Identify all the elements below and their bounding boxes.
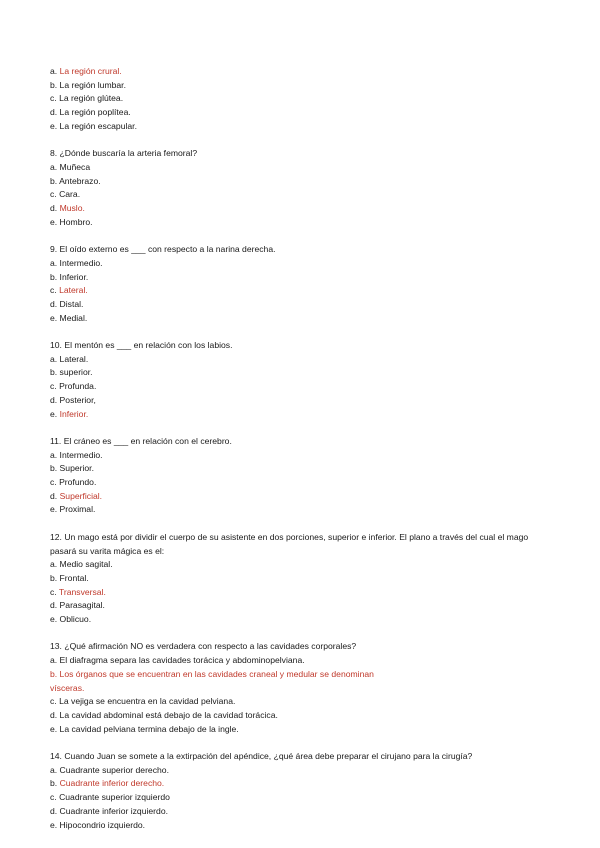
option-14a: a. Cuadrante superior derecho.: [50, 764, 169, 775]
question-14-text: 14. Cuando Juan se somete a la extirpación del apéndice, ¿qué área debe preparar el cirujano para la cirugía?: [50, 751, 473, 762]
option-letter: a.: [50, 66, 60, 76]
option-14b: [50, 777, 555, 791]
correct-answer: Muslo.: [59, 203, 85, 214]
question-10: [50, 339, 555, 421]
question-8-text: 8. ¿Dónde buscaría la arteria femoral?: [50, 148, 198, 159]
question-13: [50, 640, 555, 736]
option-letter: e.: [50, 408, 60, 419]
option-8e: e. Hombro.: [50, 216, 93, 227]
option-letter: d.: [50, 203, 60, 214]
option-7a: [50, 65, 555, 79]
option-11a: a. Intermedio.: [50, 449, 103, 460]
question-12-text: 12. Un mago está por dividir el cuerpo de su asistente en dos porciones, superior e inferior. El plano a través del cual el mago pasará su varita mágica es el:: [50, 531, 529, 556]
option-7c: c. La región glútea.: [50, 93, 124, 104]
option-13c: c. La vejiga se encuentra en la cavidad pelviana.: [50, 696, 236, 707]
option-8d: [50, 202, 555, 216]
correct-answer: Transversal.: [58, 586, 106, 597]
option-10a: a. Lateral.: [50, 353, 89, 364]
question-9-text: 9. El oído externo es ___ con respecto a la narina derecha.: [50, 244, 276, 255]
question-11: [50, 435, 555, 517]
option-7b: b. La región lumbar.: [50, 79, 126, 90]
option-11b: b. Superior.: [50, 463, 94, 474]
option-14c: c. Cuadrante superior izquierdo: [50, 792, 170, 803]
option-12c: [50, 586, 555, 600]
question-9: [50, 243, 555, 325]
option-14e: e. Hipocondrio izquierdo.: [50, 819, 146, 830]
correct-answer: Lateral.: [59, 285, 88, 296]
correct-answer: Inferior.: [59, 408, 89, 419]
option-13b-line2: vísceras.: [50, 682, 85, 693]
option-7e: e. La región escapular.: [50, 120, 137, 131]
correct-answer: La región crural.: [59, 66, 122, 76]
correct-answer: Superficial.: [59, 490, 103, 501]
option-10b: b. superior.: [50, 367, 93, 378]
option-letter: d.: [50, 490, 60, 501]
option-12b: b. Frontal.: [50, 572, 89, 583]
option-9a: a. Intermedio.: [50, 257, 103, 268]
question-10-text: 10. El mentón es ___ en relación con los labios.: [50, 340, 233, 351]
option-8c: c. Cara.: [50, 189, 81, 200]
option-12d: d. Parasagital.: [50, 600, 105, 611]
option-13e: e. La cavidad pelviana termina debajo de la ingle.: [50, 723, 239, 734]
option-9c: [50, 284, 555, 298]
option-9d: d. Distal.: [50, 298, 84, 309]
option-13d: d. La cavidad abdominal está debajo de la cavidad torácica.: [50, 709, 278, 720]
option-8b: b. Antebrazo.: [50, 175, 101, 186]
question-12: [50, 531, 555, 627]
correct-answer: Cuadrante inferior derecho.: [59, 778, 165, 789]
option-11d: [50, 490, 555, 504]
option-letter: b.: [50, 778, 60, 789]
option-11c: c. Profundo.: [50, 477, 97, 488]
option-12e: e. Oblicuo.: [50, 614, 92, 625]
option-12a: a. Medio sagital.: [50, 559, 113, 570]
option-9b: b. Inferior.: [50, 271, 89, 282]
question-8: [50, 147, 555, 229]
option-7d: d. La región poplítea.: [50, 107, 131, 118]
question-7-options: [50, 65, 555, 134]
question-13-text: 13. ¿Qué afirmación NO es verdadera con respecto a las cavidades corporales?: [50, 641, 357, 652]
document-content: [50, 65, 555, 832]
option-letter: c.: [50, 586, 59, 597]
option-14d: d. Cuadrante inferior izquierdo.: [50, 805, 168, 816]
question-11-text: 11. El cráneo es ___ en relación con el cerebro.: [50, 435, 232, 446]
option-13b-line1: b. Los órganos que se encuentran en las cavidades craneal y medular se denominan: [50, 668, 374, 679]
option-10c: c. Profunda.: [50, 381, 97, 392]
option-11e: e. Proximal.: [50, 504, 96, 515]
option-letter: c.: [50, 285, 60, 296]
option-13a: a. El diafragma separa las cavidades torácica y abdominopelviana.: [50, 655, 305, 666]
option-8a: a. Muñeca: [50, 161, 91, 172]
option-9e: e. Medial.: [50, 312, 88, 323]
option-10e: [50, 408, 555, 422]
question-14: [50, 750, 555, 832]
option-10d: d. Posterior,: [50, 394, 96, 405]
